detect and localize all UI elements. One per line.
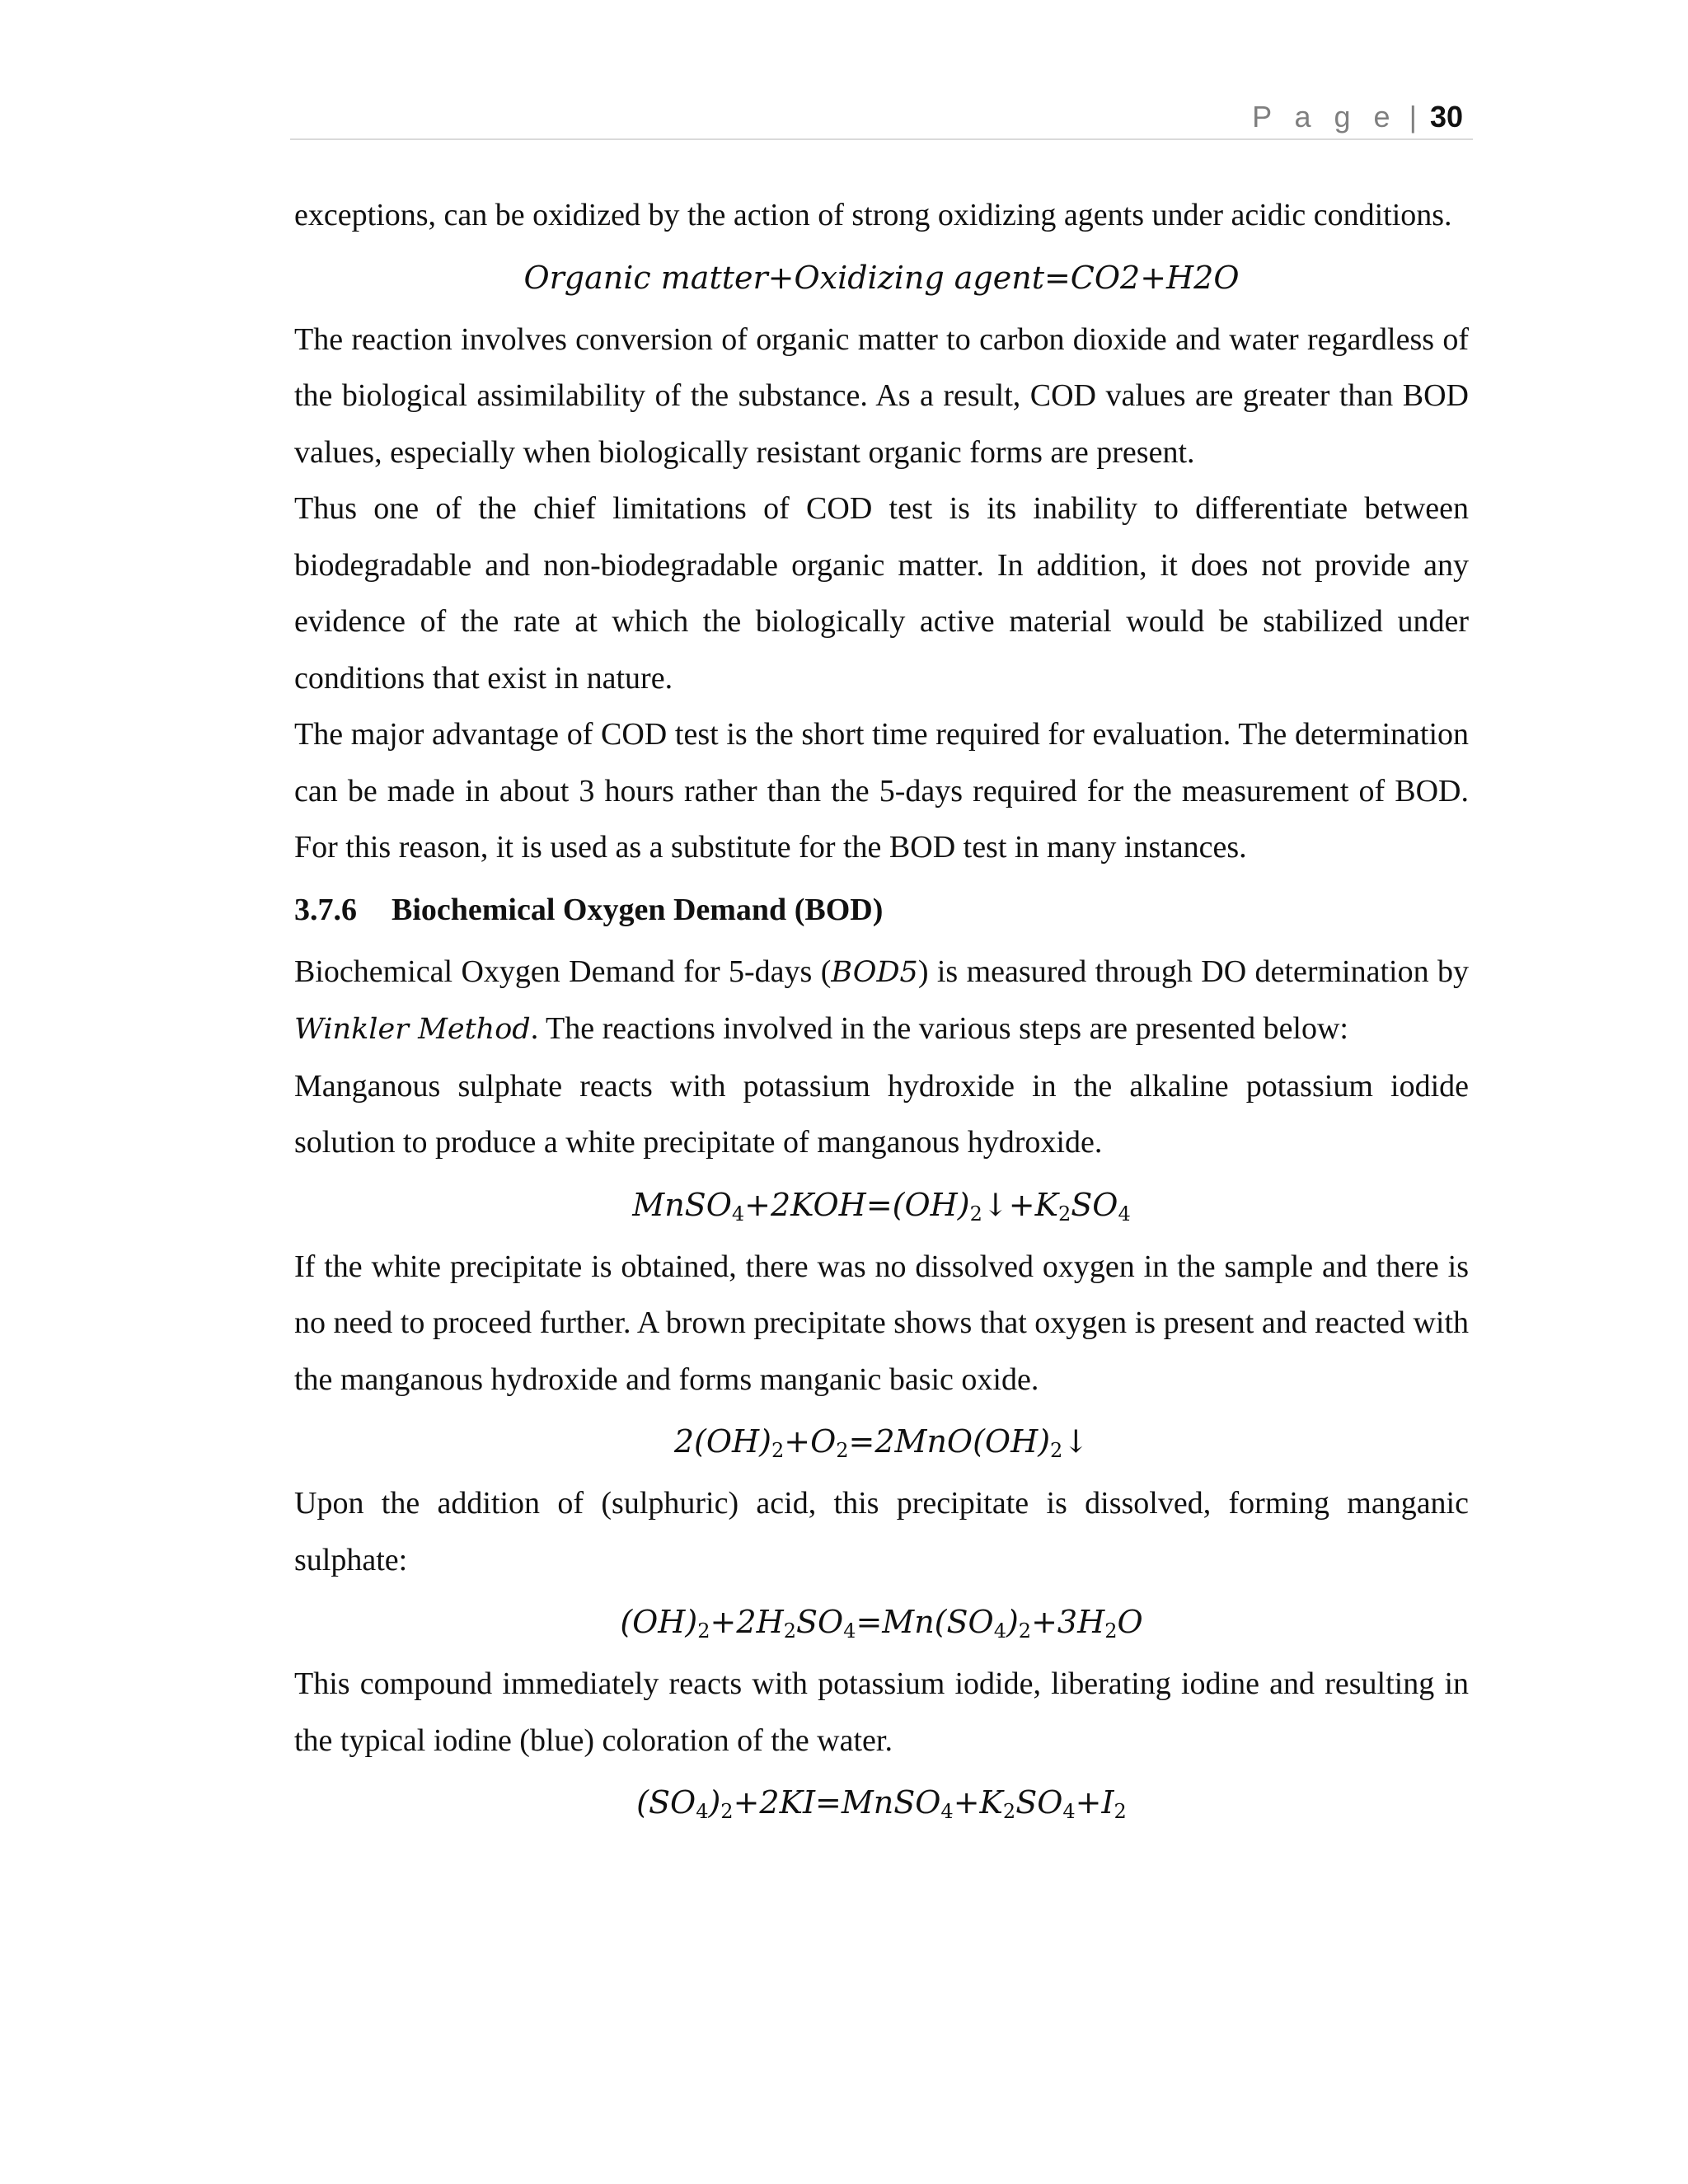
equation-term: SO — [1015, 1784, 1063, 1821]
text-run: . The reactions involved in the various steps are presented below: — [530, 1011, 1348, 1046]
equation-subscript: 4 — [1062, 1800, 1076, 1823]
equation-subscript: 2 — [783, 1619, 796, 1643]
document-body — [294, 187, 1469, 1836]
paragraph-limitations: Thus one of the chief limitations of COD test is its inability to differentiate between biodegradable and non-biodegradable organic matter. In addition, it does not provide any evidence of the rate at which the biologically active material would be stabilized under conditions that exist in nature. — [294, 491, 1469, 696]
equation-term: ) — [1006, 1604, 1019, 1640]
equation-subscript: 2 — [969, 1202, 982, 1226]
text-run: ) is measured through DO determination by — [917, 954, 1469, 989]
equation-term: SO — [1071, 1186, 1118, 1223]
equation-subscript: 2 — [771, 1439, 785, 1462]
equation-term: +2KI=MnSO — [733, 1784, 941, 1821]
equation-subscript: 2 — [1018, 1619, 1032, 1643]
equation-term: +2H — [710, 1604, 784, 1640]
page-separator: | — [1409, 100, 1417, 134]
equation-term: 2(OH) — [673, 1423, 771, 1460]
equation-term: +3H — [1031, 1604, 1105, 1640]
equation-subscript: 4 — [696, 1800, 709, 1823]
equation-term: MnSO — [632, 1186, 732, 1223]
equation-subscript: 4 — [993, 1619, 1006, 1643]
equation-term: ) — [708, 1784, 721, 1821]
equation-term: =Mn(SO — [856, 1604, 994, 1640]
equation-subscript: 4 — [940, 1800, 954, 1823]
equation-subscript: 4 — [731, 1202, 745, 1226]
math-winkler-method: Winkler Method — [294, 1013, 531, 1046]
section-title: Biochemical Oxygen Demand (BOD) — [392, 892, 884, 927]
text-run: Biochemical Oxygen Demand for 5-days ( — [294, 954, 832, 989]
equation-term: +2KOH=(OH) — [744, 1186, 970, 1223]
paragraph-bod-intro — [294, 944, 1469, 1058]
equation-subscript: 4 — [843, 1619, 856, 1643]
section-heading — [294, 876, 1469, 944]
equation-term: =2MnO(OH) — [848, 1423, 1051, 1460]
equation-manganic-sulphate — [294, 1588, 1469, 1656]
page-number: 30 — [1429, 100, 1463, 134]
equation-manganous-hydroxide — [294, 1171, 1469, 1239]
paragraph-manganous-sulphate: Manganous sulphate reacts with potassium hydroxide in the alkaline potassium iodide solution to produce a white precipitate of manganous hydroxide. — [294, 1068, 1469, 1160]
paragraph-advantage: The major advantage of COD test is the short time required for evaluation. The determination can be made in about 3 hours rather than the 5-days required for the measurement of BOD. For this reason, it is used as a substitute for the BOD test in many instances. — [294, 717, 1469, 865]
equation-term: +I — [1075, 1784, 1114, 1821]
paragraph-iodine: This compound immediately reacts with potassium iodide, liberating iodine and resulting in the typical iodine (blue) coloration of the water. — [294, 1666, 1469, 1758]
paragraph-exceptions: exceptions, can be oxidized by the action of strong oxidizing agents under acidic conditions. — [294, 198, 1452, 232]
equation-subscript: 2 — [1050, 1439, 1063, 1462]
section-number: 3.7.6 — [294, 892, 357, 927]
equation-subscript: 4 — [1118, 1202, 1131, 1226]
page-number-label — [1252, 97, 1463, 137]
equation-subscript: 2 — [1104, 1619, 1118, 1643]
equation-term: ↓ — [1062, 1423, 1090, 1460]
equation-subscript: 2 — [1057, 1202, 1071, 1226]
equation-term: ↓+K — [982, 1186, 1058, 1223]
equation-iodine-liberation — [294, 1769, 1469, 1836]
equation-term: (SO — [636, 1784, 696, 1821]
page-label: P a g e — [1252, 100, 1398, 134]
equation-cod-oxidation: Organic matter+Oxidizing agent=CO2+H2O — [523, 259, 1240, 296]
equation-subscript: 2 — [720, 1800, 734, 1823]
equation-term: O — [1117, 1604, 1143, 1640]
equation-subscript: 2 — [1002, 1800, 1016, 1823]
paragraph-acid-addition: Upon the addition of (sulphuric) acid, this precipitate is dissolved, forming manganic sulphate: — [294, 1486, 1469, 1577]
equation-subscript: 2 — [1114, 1800, 1127, 1823]
equation-subscript: 2 — [697, 1619, 710, 1643]
equation-term: SO — [795, 1604, 844, 1640]
math-bod5: BOD5 — [831, 955, 918, 989]
paragraph-precipitate: If the white precipitate is obtained, there was no dissolved oxygen in the sample and there is no need to proceed further. A brown precipitate shows that oxygen is present and reacted with the manganous hydroxide and forms manganic basic oxide. — [294, 1249, 1469, 1397]
equation-subscript: 2 — [836, 1439, 849, 1462]
equation-term: +K — [953, 1784, 1003, 1821]
equation-manganic-basic-oxide — [294, 1408, 1469, 1475]
equation-term: +O — [784, 1423, 837, 1460]
paragraph-reaction: The reaction involves conversion of organic matter to carbon dioxide and water regardless of the biological assimilability of the substance. As a result, COD values are greater than BOD values, especially when biologically resistant organic forms are present. — [294, 321, 1469, 470]
page-header — [290, 97, 1473, 140]
equation-term: (OH) — [620, 1604, 698, 1640]
